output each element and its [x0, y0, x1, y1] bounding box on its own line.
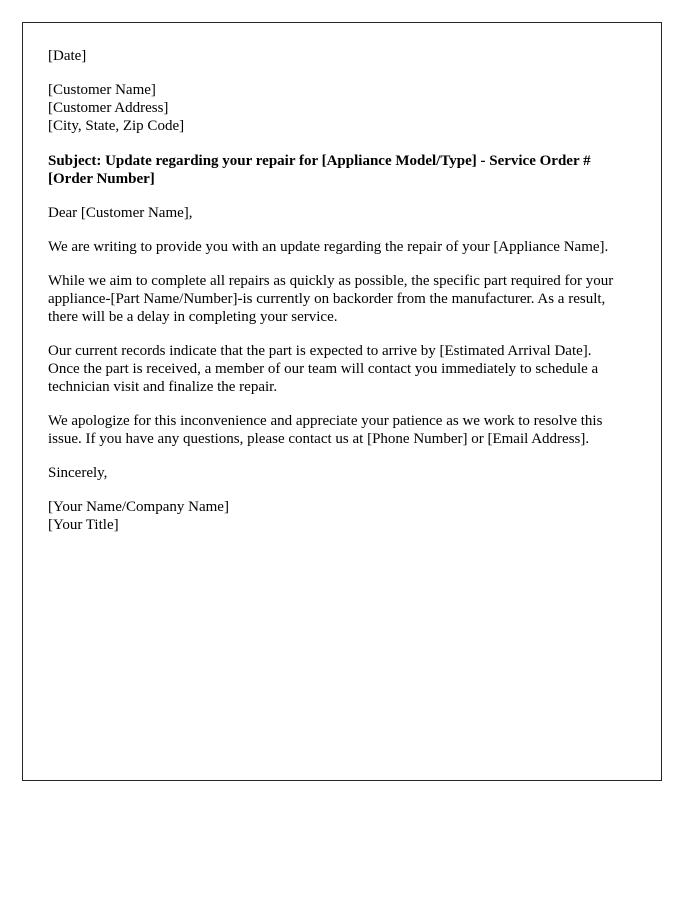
- spacer-before-signature: [48, 482, 627, 498]
- signature-name-company: [Your Name/Company Name]: [48, 499, 229, 515]
- body-paragraph-3: Our current records indicate that the part is expected to arrive by [Estimated Arrival Date]. Once the part is received, a member of our team will contact you immediately to schedule a technician visit and finalize the repair.: [48, 343, 599, 395]
- spacer-paragraph-1: [48, 256, 627, 272]
- salutation: Dear [Customer Name],: [48, 205, 193, 221]
- spacer-paragraph-2: [48, 326, 627, 342]
- recipient-city-state-zip: [City, State, Zip Code]: [48, 118, 185, 134]
- date-line: [Date]: [48, 48, 87, 64]
- closing-line: Sincerely,: [48, 465, 108, 481]
- spacer-before-closing: [48, 448, 627, 464]
- body-paragraph-2: While we aim to complete all repairs as quickly as possible, the specific part required for your appliance-[Part Name/Number]-is currently on backorder from the manufacturer. As a result, there will be a delay in completing your service.: [48, 273, 614, 325]
- spacer-after-subject: [48, 188, 627, 204]
- spacer-after-date: [48, 65, 627, 81]
- signature-title: [Your Title]: [48, 517, 119, 533]
- recipient-address-block: [48, 81, 627, 135]
- spacer-after-salutation: [48, 222, 627, 238]
- spacer-after-address: [48, 135, 627, 152]
- letter-page: [22, 22, 662, 781]
- letter-content: [48, 47, 627, 534]
- recipient-address: [Customer Address]: [48, 100, 169, 116]
- subject-line: Subject: Update regarding your repair for [Appliance Model/Type] - Service Order # [Order Number]: [48, 153, 591, 187]
- signature-block: [48, 498, 627, 534]
- recipient-name: [Customer Name]: [48, 82, 156, 98]
- spacer-paragraph-3: [48, 396, 627, 412]
- body-paragraph-4: We apologize for this inconvenience and appreciate your patience as we work to resolve this issue. If you have any questions, please contact us at [Phone Number] or [Email Address].: [48, 413, 603, 447]
- body-paragraph-1: We are writing to provide you with an update regarding the repair of your [Appliance Name].: [48, 239, 609, 255]
